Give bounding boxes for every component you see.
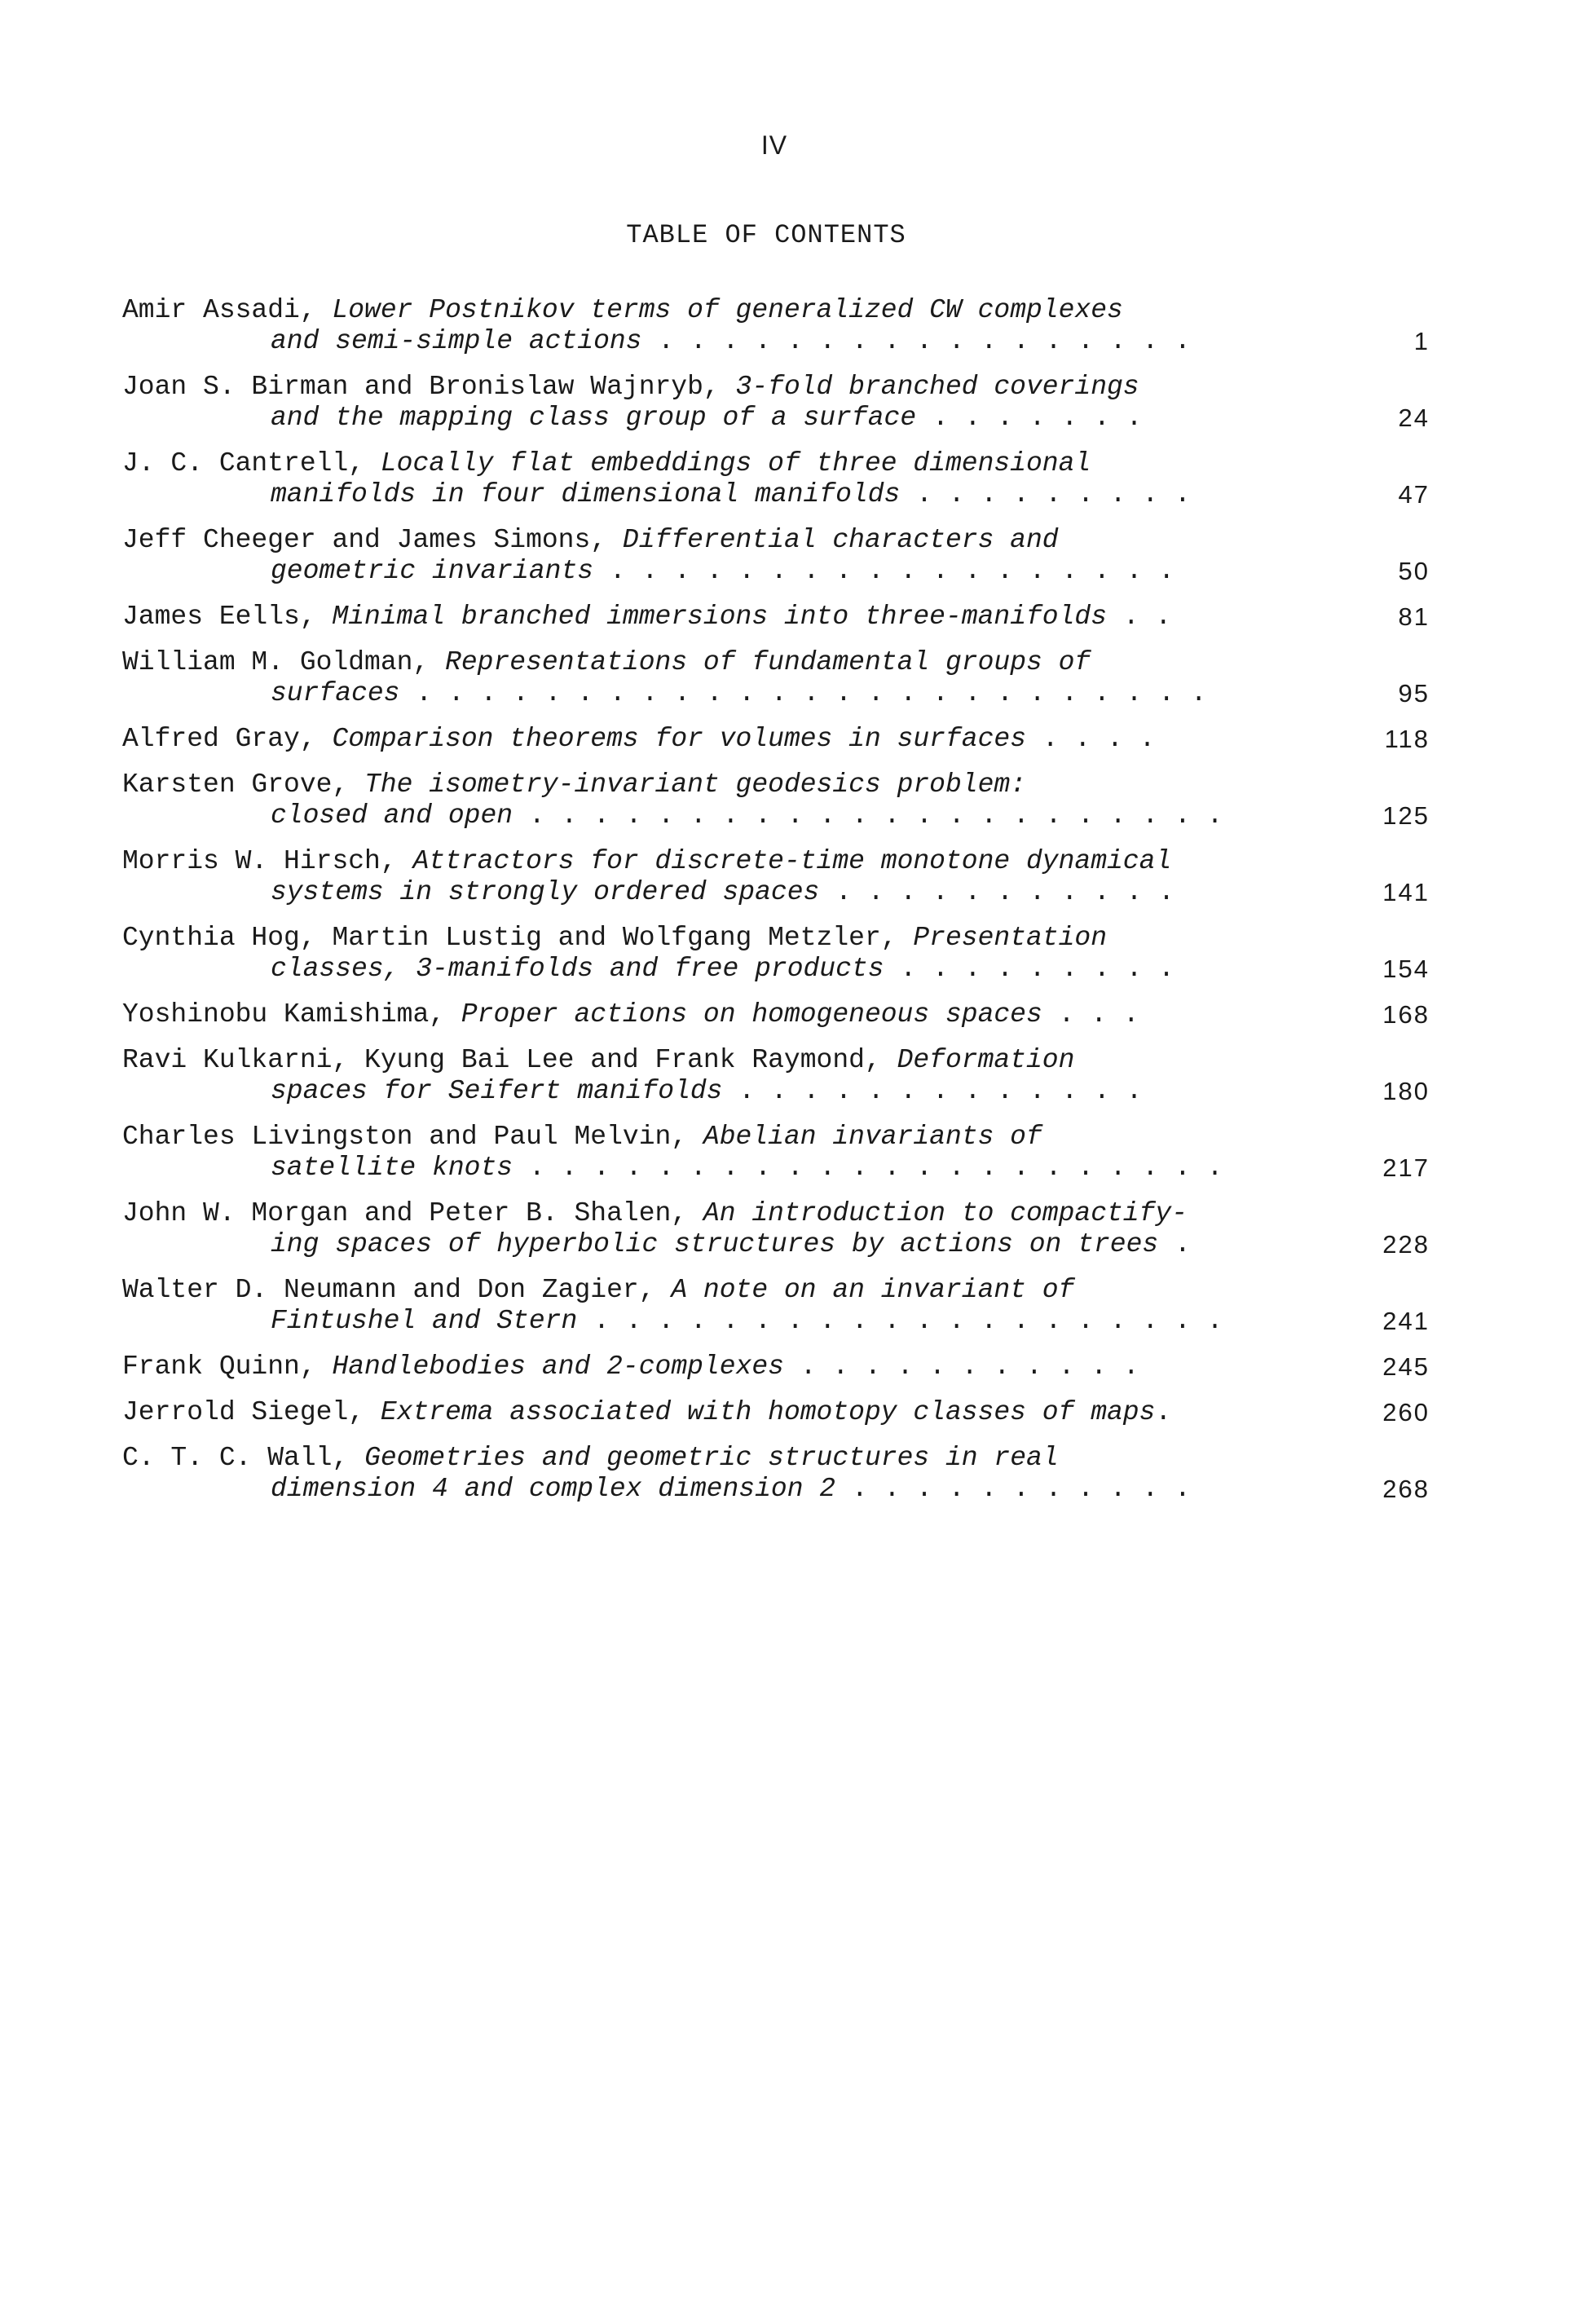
toc-entry	[122, 1198, 1430, 1260]
toc-entry-continuation	[122, 1474, 1426, 1505]
toc-entry-continuation	[122, 877, 1426, 908]
toc-entry-line	[122, 448, 1426, 479]
toc-author: James Eells,	[122, 602, 333, 632]
toc-title: geometric invariants	[271, 556, 594, 586]
toc-title: classes, 3-manifolds and free products	[271, 954, 884, 984]
toc-entry-line	[122, 1275, 1426, 1306]
toc-entry-continuation	[122, 800, 1426, 831]
toc-title: Proper actions on homogeneous spaces	[461, 999, 1042, 1030]
toc-title: A note on an invariant of	[671, 1275, 1075, 1305]
toc-entry-line	[122, 602, 1426, 633]
toc-title: Lower Postnikov terms of generalized CW complexes	[332, 295, 1123, 325]
toc-page-number: 141	[1382, 878, 1430, 906]
toc-entry-line	[122, 1045, 1426, 1076]
toc-entry	[122, 999, 1430, 1030]
toc-entry-continuation	[122, 1153, 1426, 1184]
toc-page-number: 260	[1382, 1398, 1430, 1427]
toc-leader-dots: . . . . . . . . . . . . . . . . . . . . . . . . .	[399, 678, 1207, 708]
toc-entry-line	[122, 1198, 1426, 1229]
toc-title: surfaces	[271, 678, 400, 708]
page-number: IV	[760, 130, 788, 160]
toc-page-number: 168	[1382, 1000, 1430, 1029]
toc-title: closed and open	[271, 800, 513, 831]
toc-entry	[122, 295, 1430, 357]
toc-leader-dots: . . . . . . . . . . . . . . . . . . . . . .	[513, 1153, 1223, 1183]
toc-entry-line	[122, 770, 1426, 800]
toc-page-number: 245	[1382, 1352, 1430, 1381]
toc-author: Alfred Gray,	[122, 724, 333, 754]
toc-title: Extrema associated with homotopy classes of maps	[380, 1397, 1156, 1427]
toc-entry	[122, 525, 1430, 587]
toc-title: Presentation	[913, 923, 1107, 953]
toc-entry-line	[122, 1443, 1426, 1474]
toc-page-number: 95	[1398, 679, 1430, 708]
toc-page-number: 118	[1384, 725, 1430, 753]
toc-entry	[122, 448, 1430, 510]
toc-entry-line	[122, 1397, 1426, 1428]
toc-entry-continuation	[122, 1076, 1426, 1107]
toc-title: Deformation	[897, 1045, 1075, 1075]
toc-entry	[122, 647, 1430, 709]
toc-title: systems in strongly ordered spaces	[271, 877, 820, 907]
toc-entry	[122, 1443, 1430, 1505]
toc-title: ing spaces of hyperbolic structures by actions on trees	[271, 1229, 1159, 1259]
toc-entry-line	[122, 295, 1426, 326]
toc-author: John W. Morgan and Peter B. Shalen,	[122, 1198, 703, 1228]
toc-author: Cynthia Hog, Martin Lustig and Wolfgang Metzler,	[122, 923, 914, 953]
toc-author: Amir Assadi,	[122, 295, 333, 325]
toc-entry-line	[122, 525, 1426, 556]
toc-page-number: 154	[1382, 955, 1430, 983]
toc-entry-continuation	[122, 326, 1426, 357]
toc-entry-continuation	[122, 954, 1426, 985]
toc-entry-continuation	[122, 1306, 1426, 1337]
toc-page-number: 47	[1398, 480, 1430, 509]
toc-entry-line	[122, 724, 1426, 755]
toc-page-number: 24	[1398, 404, 1430, 432]
toc-title: Differential characters and	[622, 525, 1059, 555]
toc-leader-dots: . . . . . . . . . . .	[819, 877, 1175, 907]
toc-title: and the mapping class group of a surface	[271, 403, 917, 433]
toc-entry	[122, 372, 1430, 434]
toc-leader-dots: . . . . . . . . . . . . . . . . .	[641, 326, 1191, 356]
toc-author: J. C. Cantrell,	[122, 448, 381, 478]
toc-leader-dots: . . . . . . . . . . . . . . . . . . . .	[577, 1306, 1223, 1336]
toc-page-number: 125	[1382, 801, 1430, 830]
toc-leader-dots: . . . . . . . . . . .	[783, 1352, 1139, 1382]
toc-entry-continuation	[122, 479, 1426, 510]
toc-title: The isometry-invariant geodesics problem:	[364, 770, 1026, 800]
toc-title: Abelian invariants of	[703, 1122, 1042, 1152]
toc-entry-line	[122, 846, 1426, 877]
toc-author: Walter D. Neumann and Don Zagier,	[122, 1275, 672, 1305]
toc-entry	[122, 1275, 1430, 1337]
toc-title: Fintushel and Stern	[271, 1306, 578, 1336]
toc-leader-dots: . . . . . . . . .	[900, 479, 1191, 509]
table-of-contents	[122, 295, 1430, 1519]
toc-entry	[122, 1397, 1430, 1428]
toc-author: Charles Livingston and Paul Melvin,	[122, 1122, 703, 1152]
toc-title: 3-fold branched coverings	[735, 372, 1139, 402]
toc-author: Morris W. Hirsch,	[122, 846, 413, 876]
toc-title: dimension 4 and complex dimension 2	[271, 1474, 836, 1504]
toc-leader-dots: . . . .	[1026, 724, 1156, 754]
toc-leader-dots: . . . . . . . . . . .	[835, 1474, 1191, 1504]
toc-entry	[122, 923, 1430, 985]
toc-entry-line	[122, 999, 1426, 1030]
toc-entry-line	[122, 1122, 1426, 1153]
toc-entry-line	[122, 923, 1426, 954]
toc-entry	[122, 1122, 1430, 1184]
toc-author: Frank Quinn,	[122, 1352, 333, 1382]
toc-entry	[122, 602, 1430, 633]
toc-title: satellite knots	[271, 1153, 513, 1183]
toc-page-number: 50	[1398, 557, 1430, 585]
toc-page-number: 180	[1382, 1077, 1430, 1105]
toc-entry	[122, 724, 1430, 755]
toc-title: Minimal branched immersions into three-manifolds	[332, 602, 1108, 632]
toc-entry-line	[122, 647, 1426, 678]
toc-entry	[122, 846, 1430, 908]
toc-title: Attractors for discrete-time monotone dynamical	[412, 846, 1172, 876]
toc-title: and semi-simple actions	[271, 326, 642, 356]
toc-entry-continuation	[122, 678, 1426, 709]
toc-leader-dots: .	[1155, 1397, 1172, 1427]
toc-leader-dots: . .	[1107, 602, 1172, 632]
toc-author: Yoshinobu Kamishima,	[122, 999, 461, 1030]
toc-title: manifolds in four dimensional manifolds	[271, 479, 901, 509]
toc-title: Representations of fundamental groups of	[445, 647, 1091, 677]
toc-page-number: 217	[1382, 1153, 1430, 1182]
toc-leader-dots: .	[1158, 1229, 1191, 1259]
toc-title: Handlebodies and 2-complexes	[332, 1352, 784, 1382]
toc-leader-dots: . . .	[1042, 999, 1139, 1030]
toc-author: C. T. C. Wall,	[122, 1443, 365, 1473]
toc-entry	[122, 770, 1430, 831]
toc-page-number: 241	[1382, 1307, 1430, 1335]
toc-author: Jerrold Siegel,	[122, 1397, 381, 1427]
toc-author: Joan S. Birman and Bronislaw Wajnryb,	[122, 372, 736, 402]
toc-author: Ravi Kulkarni, Kyung Bai Lee and Frank Raymond,	[122, 1045, 897, 1075]
toc-title: An introduction to compactify-	[703, 1198, 1188, 1228]
toc-entry-line	[122, 1352, 1426, 1382]
toc-title: spaces for Seifert manifolds	[271, 1076, 723, 1106]
page-title: TABLE OF CONTENTS	[626, 220, 906, 250]
toc-entry-line	[122, 372, 1426, 403]
toc-entry-continuation	[122, 1229, 1426, 1260]
toc-page-number: 268	[1382, 1475, 1430, 1503]
toc-author: William M. Goldman,	[122, 647, 446, 677]
toc-page-number: 228	[1382, 1230, 1430, 1259]
toc-leader-dots: . . . . . . . . .	[884, 954, 1175, 984]
toc-title: Comparison theorems for volumes in surfaces	[332, 724, 1026, 754]
toc-leader-dots: . . . . . . . . . . . . .	[722, 1076, 1143, 1106]
toc-author: Jeff Cheeger and James Simons,	[122, 525, 623, 555]
toc-leader-dots: . . . . . . . . . . . . . . . . . . . . . .	[513, 800, 1223, 831]
toc-leader-dots: . . . . . . .	[916, 403, 1143, 433]
toc-author: Karsten Grove,	[122, 770, 365, 800]
toc-entry-continuation	[122, 403, 1426, 434]
toc-title: Locally flat embeddings of three dimensional	[380, 448, 1091, 478]
toc-title: Geometries and geometric structures in real	[364, 1443, 1059, 1473]
toc-entry	[122, 1352, 1430, 1382]
toc-page-number: 81	[1398, 602, 1430, 631]
toc-leader-dots: . . . . . . . . . . . . . . . . . .	[593, 556, 1175, 586]
toc-entry-continuation	[122, 556, 1426, 587]
toc-entry	[122, 1045, 1430, 1107]
toc-page-number: 1	[1413, 327, 1430, 355]
